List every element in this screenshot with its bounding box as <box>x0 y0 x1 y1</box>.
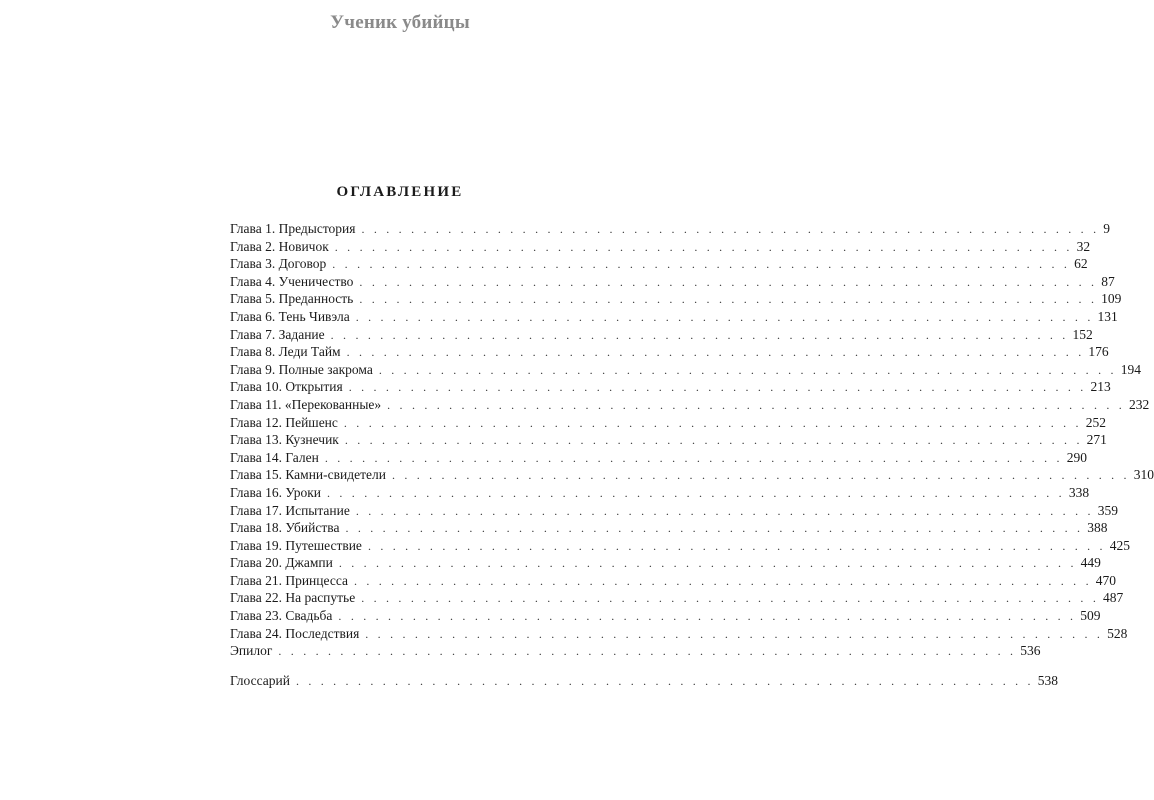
toc-entry <box>230 572 1117 590</box>
toc-entry-page: 290 <box>1066 449 1087 465</box>
toc-entry-title: Глава 12. Пейшенс <box>230 414 338 430</box>
toc-entry <box>230 361 1141 379</box>
toc-entry-page: 536 <box>1020 643 1041 659</box>
toc-entry-title: Глава 23. Свадьба <box>230 608 333 624</box>
toc-entry <box>230 484 1090 502</box>
toc-entry-page: 109 <box>1101 291 1122 307</box>
toc-entry-title: Глава 1. Предыстория <box>230 221 356 236</box>
toc-entry-title: Глава 11. «Перекованные» <box>230 396 382 412</box>
toc-entry-title: Глава 9. Полные закрома <box>230 361 373 377</box>
toc-entry-title: Глава 10. Открытия <box>230 379 343 395</box>
toc-entry <box>230 273 1115 291</box>
toc-entry-title: Глава 4. Ученичество <box>230 273 354 289</box>
toc-entry-page: 359 <box>1097 502 1118 518</box>
toc-entry-page: 538 <box>1037 672 1059 688</box>
toc-entry <box>230 290 1122 308</box>
toc-entry-page: 194 <box>1120 361 1141 377</box>
running-head: Ученик убийцы <box>330 12 470 33</box>
toc-entry-title: Глава 5. Преданность <box>230 291 354 307</box>
toc-entry <box>230 220 1111 238</box>
toc-entry-title: Глава 24. Последствия <box>230 625 360 641</box>
toc-entry-title: Эпилог <box>230 643 273 659</box>
toc-entry-title: Глава 22. На распутье <box>230 590 356 606</box>
toc-entry-page: 449 <box>1080 555 1101 571</box>
dot-leader: . . . . . . . . . . . . . . . . . . . . . . . . . . . . . . . . . . . . . . . . . . . . . . . . . . . . . . . . . . . . <box>344 433 1083 448</box>
toc-entry-page: 252 <box>1085 414 1106 430</box>
toc-entry <box>230 326 1093 344</box>
toc-entry-epilogue <box>230 642 1041 660</box>
toc-entry <box>230 396 1150 414</box>
toc-entry <box>230 519 1108 537</box>
dot-leader: . . . . . . . . . . . . . . . . . . . . . . . . . . . . . . . . . . . . . . . . . . . . . . . . . . . . . . . . . . . . <box>345 521 1084 536</box>
toc-entry-page: 62 <box>1074 256 1088 272</box>
dot-leader: . . . . . . . . . . . . . . . . . . . . . . . . . . . . . . . . . . . . . . . . . . . . . . . . . . . . . . . . . . . . <box>334 239 1073 254</box>
toc-entry-page: 32 <box>1076 238 1091 254</box>
dot-leader: . . . . . . . . . . . . . . . . . . . . . . . . . . . . . . . . . . . . . . . . . . . . . . . . . . . . . . . . . . . . <box>343 415 1082 430</box>
toc-entry-page: 509 <box>1080 608 1101 624</box>
dot-leader: . . . . . . . . . . . . . . . . . . . . . . . . . . . . . . . . . . . . . . . . . . . . . . . . . . . . . . . . . . . . <box>355 309 1094 324</box>
toc-entry-title: Глава 8. Леди Тайм <box>230 344 341 360</box>
toc-entry-page: 487 <box>1103 590 1124 606</box>
spacer <box>230 660 597 672</box>
toc-entry-page: 425 <box>1109 537 1130 553</box>
toc-heading: ОГЛАВЛЕНИЕ <box>336 184 464 200</box>
toc-entry-page: 271 <box>1086 432 1107 448</box>
toc-entry-title: Глава 21. Принцесса <box>230 572 348 588</box>
toc-entry-title: Глава 7. Задание <box>230 326 325 342</box>
toc-entry <box>230 625 1128 643</box>
toc-entry <box>230 378 1111 396</box>
toc-entry-title: Глава 2. Новичок <box>230 238 329 254</box>
dot-leader: . . . . . . . . . . . . . . . . . . . . . . . . . . . . . . . . . . . . . . . . . . . . . . . . . . . . . . . . . . . . <box>391 468 1130 483</box>
dot-leader: . . . . . . . . . . . . . . . . . . . . . . . . . . . . . . . . . . . . . . . . . . . . . . . . . . . . . . . . . . . . <box>346 345 1085 360</box>
toc-entry-page: 470 <box>1095 572 1117 588</box>
toc-entry <box>230 414 1106 432</box>
dot-leader: . . . . . . . . . . . . . . . . . . . . . . . . . . . . . . . . . . . . . . . . . . . . . . . . . . . . . . . . . . . . <box>355 503 1094 518</box>
toc-entry-title: Глоссарий <box>230 672 290 688</box>
toc-entry <box>230 466 1154 484</box>
dot-leader: . . . . . . . . . . . . . . . . . . . . . . . . . . . . . . . . . . . . . . . . . . . . . . . . . . . . . . . . . . . . <box>353 573 1092 588</box>
toc-entry <box>230 537 1130 555</box>
toc-entry-title: Глава 16. Уроки <box>230 484 321 500</box>
toc-entry <box>230 238 1091 256</box>
dot-leader: . . . . . . . . . . . . . . . . . . . . . . . . . . . . . . . . . . . . . . . . . . . . . . . . . . . . . . . . . . . . <box>348 380 1087 395</box>
toc-entry-title: Глава 17. Испытание <box>230 502 350 518</box>
toc-entry-page: 310 <box>1133 467 1154 483</box>
toc-entry-title: Глава 13. Кузнечик <box>230 432 339 448</box>
toc-entry <box>230 607 1101 625</box>
toc-entry-title: Глава 18. Убийства <box>230 520 340 536</box>
toc-entry <box>230 431 1107 449</box>
toc-entry-page: 213 <box>1090 379 1111 395</box>
toc-entry-glossary <box>230 672 1059 690</box>
dot-leader: . . . . . . . . . . . . . . . . . . . . . . . . . . . . . . . . . . . . . . . . . . . . . . . . . . . . . . . . . . . . <box>338 556 1077 571</box>
dot-leader: . . . . . . . . . . . . . . . . . . . . . . . . . . . . . . . . . . . . . . . . . . . . . . . . . . . . . . . . . . . . <box>332 257 1071 272</box>
toc-entry-page: 176 <box>1088 344 1109 360</box>
toc-entry-page: 131 <box>1097 308 1118 324</box>
dot-leader: . . . . . . . . . . . . . . . . . . . . . . . . . . . . . . . . . . . . . . . . . . . . . . . . . . . . . . . . . . . . <box>367 538 1106 553</box>
dot-leader: . . . . . . . . . . . . . . . . . . . . . . . . . . . . . . . . . . . . . . . . . . . . . . . . . . . . . . . . . . . . <box>278 644 1017 659</box>
toc-entry <box>230 255 1088 273</box>
toc-entry-title: Глава 3. Договор <box>230 256 327 272</box>
toc-entry <box>230 343 1109 361</box>
dot-leader: . . . . . . . . . . . . . . . . . . . . . . . . . . . . . . . . . . . . . . . . . . . . . . . . . . . . . . . . . . . . <box>327 485 1065 500</box>
toc-entry <box>230 589 1124 607</box>
dot-leader: . . . . . . . . . . . . . . . . . . . . . . . . . . . . . . . . . . . . . . . . . . . . . . . . . . . . . . . . . . . . <box>330 327 1069 342</box>
toc-entry-page: 338 <box>1068 484 1090 500</box>
toc-entry-page: 152 <box>1072 326 1093 342</box>
dot-leader: . . . . . . . . . . . . . . . . . . . . . . . . . . . . . . . . . . . . . . . . . . . . . . . . . . . . . . . . . . . . <box>387 397 1125 412</box>
table-of-contents <box>230 220 1154 689</box>
toc-entry <box>230 502 1118 520</box>
dot-leader: . . . . . . . . . . . . . . . . . . . . . . . . . . . . . . . . . . . . . . . . . . . . . . . . . . . . . . . . . . . . <box>359 274 1098 289</box>
toc-entry-page: 232 <box>1128 396 1150 412</box>
toc-entry-page: 528 <box>1107 625 1128 641</box>
dot-leader: . . . . . . . . . . . . . . . . . . . . . . . . . . . . . . . . . . . . . . . . . . . . . . . . . . . . . . . . . . . . <box>378 362 1117 377</box>
dot-leader: . . . . . . . . . . . . . . . . . . . . . . . . . . . . . . . . . . . . . . . . . . . . . . . . . . . . . . . . . . . . <box>338 609 1077 624</box>
toc-entry-page: 388 <box>1087 520 1108 536</box>
dot-leader: . . . . . . . . . . . . . . . . . . . . . . . . . . . . . . . . . . . . . . . . . . . . . . . . . . . . . . . . . . . . <box>295 673 1034 688</box>
toc-entry-page: 9 <box>1103 221 1111 236</box>
dot-leader: . . . . . . . . . . . . . . . . . . . . . . . . . . . . . . . . . . . . . . . . . . . . . . . . . . . . . . . . . . . . <box>365 626 1104 641</box>
toc-entry-title: Глава 20. Джампи <box>230 555 333 571</box>
dot-leader: . . . . . . . . . . . . . . . . . . . . . . . . . . . . . . . . . . . . . . . . . . . . . . . . . . . . . . . . . . . . <box>361 591 1100 606</box>
toc-entry-page: 87 <box>1101 273 1115 289</box>
toc-entry-title: Глава 6. Тень Чивэла <box>230 308 350 324</box>
toc-entry-title: Глава 19. Путешествие <box>230 537 362 553</box>
toc-entry-title: Глава 14. Гален <box>230 449 319 465</box>
toc-entry <box>230 308 1118 326</box>
dot-leader: . . . . . . . . . . . . . . . . . . . . . . . . . . . . . . . . . . . . . . . . . . . . . . . . . . . . . . . . . . . . <box>359 292 1098 307</box>
dot-leader: . . . . . . . . . . . . . . . . . . . . . . . . . . . . . . . . . . . . . . . . . . . . . . . . . . . . . . . . . . . . <box>324 450 1063 465</box>
toc-entry-title: Глава 15. Камни-свидетели <box>230 467 386 483</box>
toc-entry <box>230 449 1087 467</box>
dot-leader: . . . . . . . . . . . . . . . . . . . . . . . . . . . . . . . . . . . . . . . . . . . . . . . . . . . . . . . . . . . . <box>361 222 1100 236</box>
toc-entry <box>230 554 1101 572</box>
